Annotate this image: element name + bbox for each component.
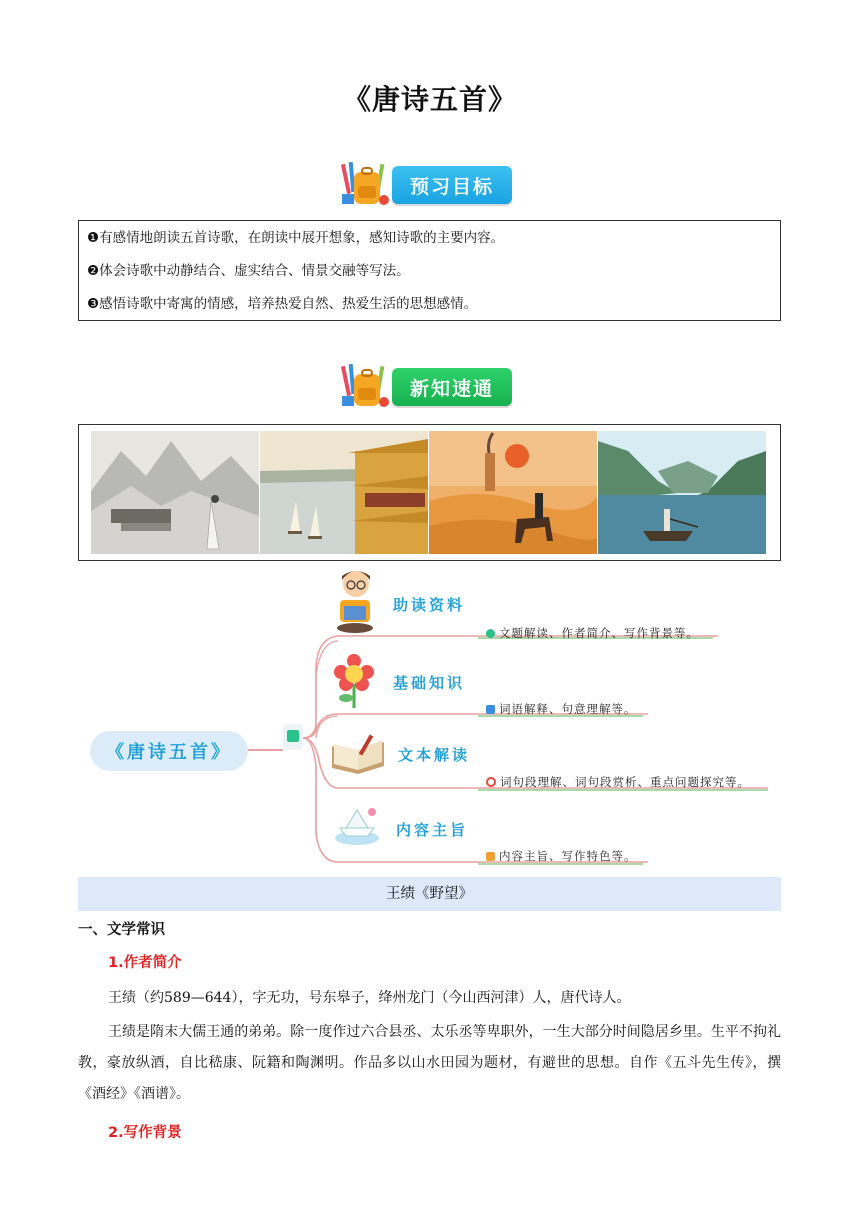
branch-sub-text: 内容主旨、写作特色等。	[499, 849, 637, 863]
preview-goals-label: 预习目标	[392, 166, 512, 204]
desert-rider-image	[429, 431, 597, 554]
note-icon	[486, 852, 495, 861]
paper-boat-icon	[332, 804, 382, 848]
page-title: 《唐诗五首》	[342, 83, 517, 116]
subheading-background: 2.写作背景	[108, 1125, 182, 1141]
mindmap-root	[90, 731, 248, 771]
branch-sub	[486, 848, 637, 864]
branch-sub	[486, 625, 699, 641]
river-boat-image	[598, 431, 766, 554]
mind-map	[88, 566, 788, 866]
branch-sub	[486, 774, 750, 790]
section-heading: 一、文学常识	[78, 922, 165, 938]
branch-sub-text: 词句段理解、词句段赏析、重点问题探究等。	[500, 775, 750, 789]
tower-river-image	[260, 431, 428, 554]
branch-label: 文本解读	[398, 746, 471, 764]
check-icon	[287, 730, 299, 742]
goal-item: ❸感悟诗歌中寄寓的情感，培养热爱自然、热爱生活的思想感情。	[87, 296, 478, 312]
branch-label: 基础知识	[393, 674, 466, 692]
snow-landscape-image	[91, 431, 259, 554]
person-icon	[486, 705, 495, 714]
paragraph: 王绩是隋末大儒王通的弟弟。除一度作过六合县丞、太乐丞等卑职外，一生大部分时间隐居乡里。生平不拘礼教，豪放纵酒，自比嵇康、阮籍和陶渊明。作品多以山水田园为题材，有避世的思想。自作《五斗先生传》，撰《酒经》《酒谱》。	[78, 1024, 781, 1102]
illustration-strip	[78, 424, 781, 561]
branch-sub	[486, 701, 637, 717]
new-knowledge-badge	[340, 364, 512, 410]
boy-reading-icon	[328, 566, 383, 634]
branch-sub-text: 文题解读、作者简介、写作背景等。	[499, 626, 699, 640]
goals-box	[78, 220, 781, 321]
preview-goals-badge	[340, 162, 512, 208]
goal-item: ❶有感情地朗读五首诗歌，在朗读中展开想象，感知诗歌的主要内容。	[87, 230, 505, 246]
mindmap-root-label: 《唐诗五首》	[106, 742, 232, 763]
open-book-icon	[328, 732, 388, 776]
new-knowledge-label: 新知速通	[392, 368, 512, 406]
branch-label: 内容主旨	[396, 821, 469, 839]
target-icon	[486, 777, 496, 787]
subheading-author: 1.作者简介	[108, 955, 182, 971]
section-band: 王绩《野望》	[78, 877, 781, 911]
branch-sub-text: 词语解释、句意理解等。	[499, 702, 637, 716]
dot-icon	[486, 629, 495, 638]
paragraph: 王绩（约589—644），字无功，号东皋子，绛州龙门（今山西河津）人，唐代诗人。	[108, 990, 631, 1006]
goal-item: ❷体会诗歌中动静结合、虚实结合、情景交融等写法。	[87, 263, 410, 279]
branch-label: 助读资料	[393, 596, 466, 614]
schoolbag-icon	[340, 364, 392, 410]
schoolbag-icon	[340, 162, 392, 208]
flower-icon	[334, 654, 374, 710]
